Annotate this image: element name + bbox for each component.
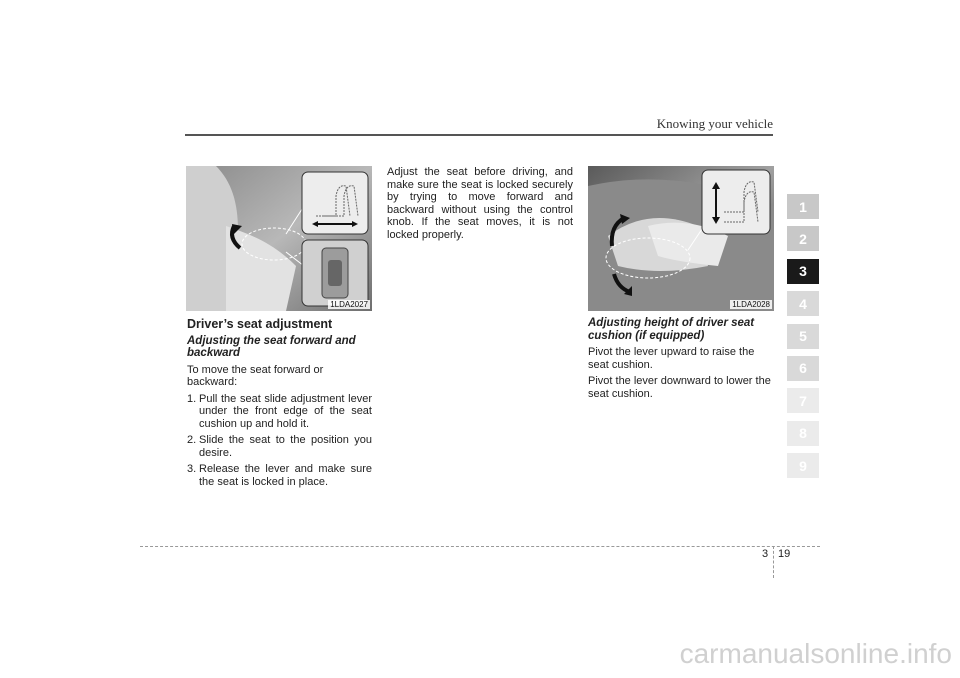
intro-text: To move the seat forward or backward: — [187, 363, 324, 388]
watermark: carmanualsonline.info — [679, 638, 952, 669]
seat-slide-photo — [186, 166, 372, 311]
left-text-column — [187, 318, 372, 492]
chapter-tab-8[interactable]: 8 — [787, 421, 819, 446]
header-rule — [185, 134, 773, 136]
seat-slide-illustration — [186, 166, 372, 311]
middle-text-column — [387, 166, 573, 245]
raise-text: Pivot the lever upward to raise the seat cushion. — [588, 346, 755, 371]
footer-divider — [773, 546, 774, 578]
chapter-tab-5[interactable]: 5 — [787, 324, 819, 349]
subheading-forward-backward: Adjusting the seat forward and backward — [187, 334, 356, 359]
chapter-tab-3[interactable]: 3 — [787, 259, 819, 284]
step-item — [187, 393, 372, 431]
image-code: 1LDA2028 — [732, 300, 770, 309]
step-number: 1. — [187, 392, 197, 405]
right-text-column — [588, 317, 774, 404]
section-heading: Driver’s seat adjustment — [187, 317, 333, 331]
page-number: 19 — [778, 548, 791, 560]
chapter-tab-4[interactable]: 4 — [787, 291, 819, 316]
warning-paragraph: Adjust the seat before driving, and make sure the seat is locked securely by trying to move forward and backward without using the control knob. If the seat moves, it is not locked properly. — [387, 166, 573, 241]
seat-height-illustration — [588, 166, 774, 311]
image-code: 1LDA2027 — [330, 300, 368, 309]
chapter-tab-6[interactable]: 6 — [787, 356, 819, 381]
step-text: Pull the seat slide adjustment lever under the front edge of the seat cushion up and hold it. — [199, 392, 372, 430]
step-number: 3. — [187, 463, 197, 475]
section-title: Knowing your vehicle — [656, 116, 773, 131]
step-text: Slide the seat to the position you desire. — [199, 434, 372, 459]
step-text: Release the lever and make sure the seat is locked in place. — [199, 463, 372, 488]
page-chapter: 3 — [762, 548, 769, 560]
seat-height-photo — [588, 166, 774, 311]
steps-list — [187, 393, 372, 489]
step-number: 2. — [187, 434, 197, 446]
footer-rule — [140, 546, 820, 547]
chapter-tabs — [787, 194, 819, 486]
subheading-height: Adjusting height of driver seat cushion (if equipped) — [588, 317, 755, 342]
step-item — [187, 434, 372, 459]
chapter-tab-7[interactable]: 7 — [787, 388, 819, 413]
step-item — [187, 463, 372, 488]
chapter-tab-2[interactable]: 2 — [787, 226, 819, 251]
chapter-tab-1[interactable]: 1 — [787, 194, 819, 219]
lower-text: Pivot the lever downward to lower the seat cushion. — [588, 375, 771, 400]
chapter-tab-9[interactable]: 9 — [787, 453, 819, 478]
